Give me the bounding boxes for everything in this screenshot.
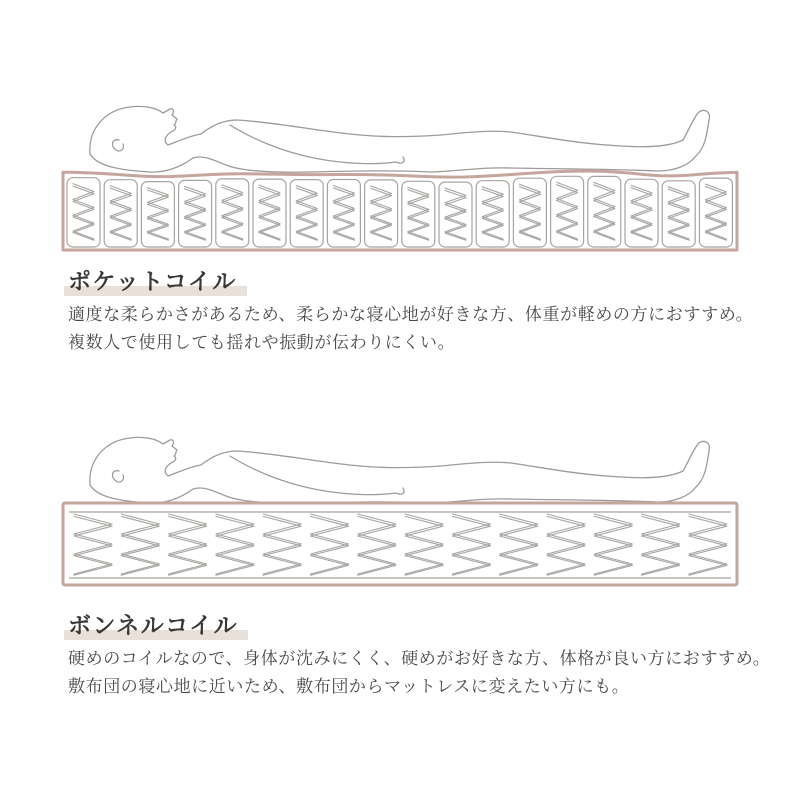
heading-highlight-text: ボンネルコイル [64,612,248,640]
heading-highlight-text: ポケットコイル [64,268,247,296]
description-line: 複数人で使用しても揺れや振動が伝わりにくい。 [68,333,456,352]
section-heading-bonnel-coil [64,610,248,640]
section-description-pocket-coil [68,301,753,357]
pocket-coil-mattress-illustration-icon [60,85,740,260]
description-line: 適度な柔らかさがあるため、柔らかな寝心地が好きな方、体重が軽めの方におすすめ。 [68,305,754,324]
description-line: 硬めのコイルなので、身体が沈みにくく、硬めがお好きな方、体格が良い方におすすめ。 [68,649,771,668]
section-description-bonnel-coil [68,645,770,701]
bonnel-coil-mattress-illustration-icon [60,418,740,593]
description-line: 敷布団の寝心地に近いため、敷布団からマットレスに変えたい方にも。 [68,677,630,696]
section-heading-pocket-coil [64,266,247,296]
